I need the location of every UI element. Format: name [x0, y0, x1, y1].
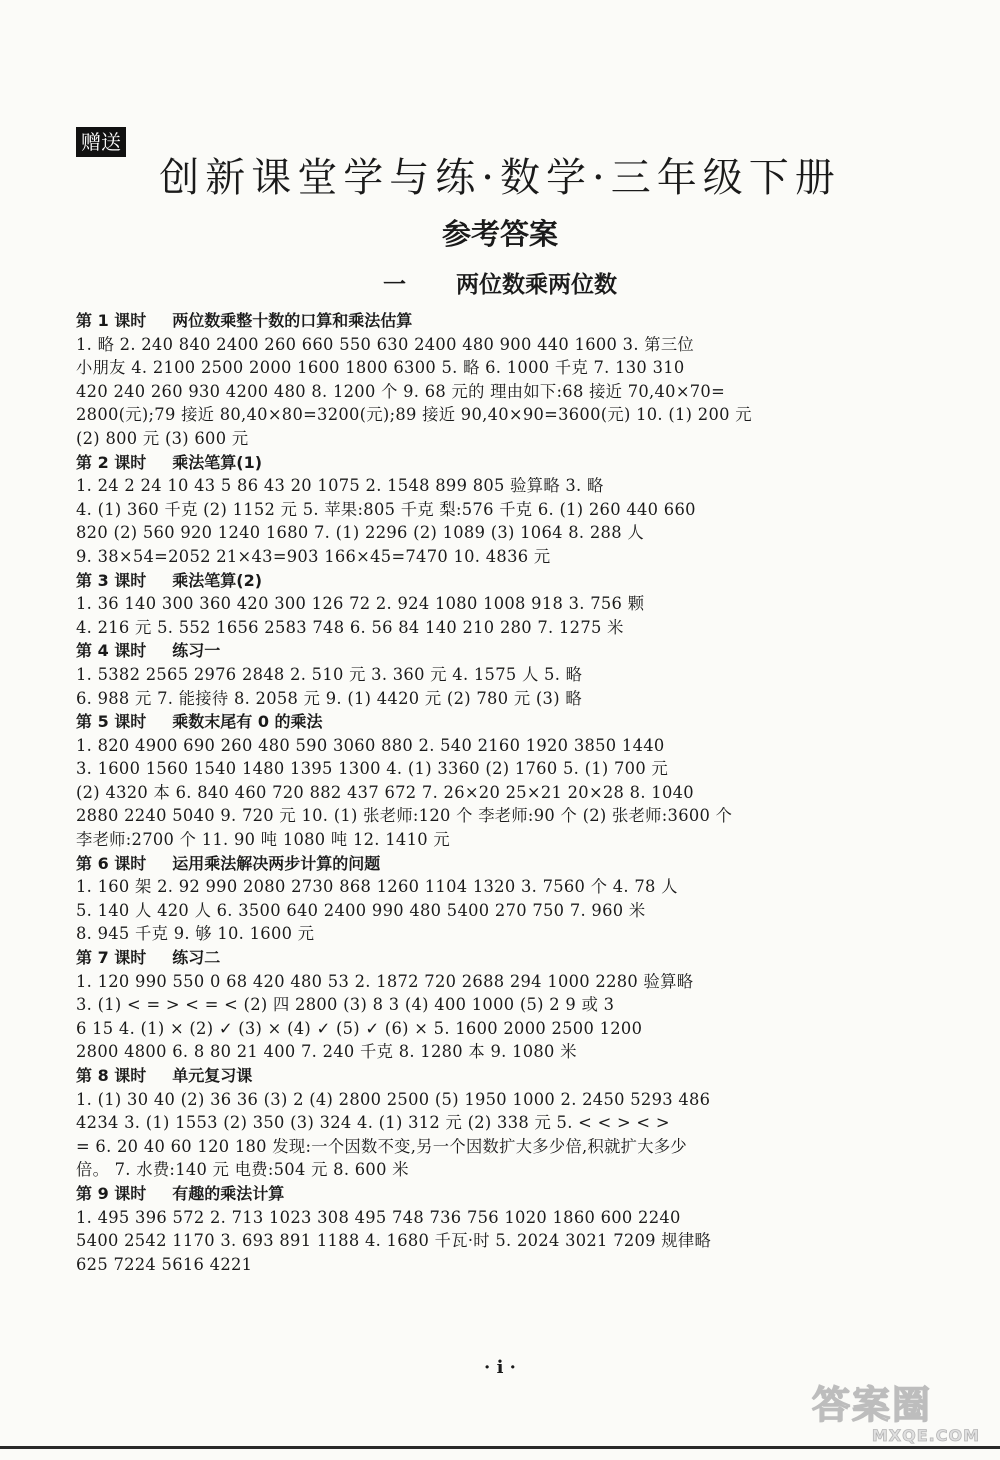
lesson-heading — [76, 569, 926, 593]
answer-line: 8. 945 千克 9. 够 10. 1600 元 — [76, 924, 315, 944]
lesson-number: 第 1 课时 — [76, 311, 147, 330]
watermark-logo — [812, 1384, 990, 1450]
lesson-title: 乘数末尾有 0 的乘法 — [172, 712, 323, 732]
answer-line: (2) 4320 本 6. 840 460 720 882 437 672 7. 26×20 25×21 20×28 8. 1040 — [76, 782, 694, 802]
lesson-title: 乘法笔算(1) — [172, 452, 263, 472]
answer-line: 6 15 4. (1) × (2) ✓ (3) × (4) ✓ (5) ✓ (6) × 5. 1600 2000 2500 1200 — [76, 1018, 643, 1038]
lesson-block — [76, 852, 926, 946]
lesson-number: 第 5 课时 — [76, 712, 147, 732]
answer-line: 1. 略 2. 240 840 2400 260 660 550 630 2400 480 900 440 1600 3. 第三位 — [76, 334, 695, 354]
book-title: 创新课堂学与练·数学·三年级下册 — [159, 155, 841, 201]
lesson-number: 第 8 课时 — [76, 1066, 147, 1085]
lesson-title: 练习一 — [172, 641, 221, 661]
answer-line: 1. 120 990 550 0 68 420 480 53 2. 1872 720 2688 294 1000 2280 验算略 — [76, 971, 694, 991]
answer-line: 1. 36 140 300 360 420 300 126 72 2. 924 1080 1008 918 3. 756 颗 — [76, 594, 645, 614]
unit-title — [0, 265, 1000, 305]
lesson-heading — [76, 1064, 926, 1088]
lesson-number: 第 9 课时 — [76, 1183, 147, 1203]
lesson-title: 两位数乘整十数的口算和乘法估算 — [172, 311, 413, 330]
lesson-heading — [76, 946, 926, 970]
answer-line: 4234 3. (1) 1553 (2) 350 (3) 324 4. (1) 312 元 (2) 338 元 5. < < > < > — [76, 1113, 670, 1133]
answer-line: 5400 2542 1170 3. 693 891 1188 4. 1680 千瓦·时 5. 2024 3021 7209 规律略 — [76, 1231, 712, 1251]
lesson-title: 练习二 — [172, 948, 221, 968]
lesson-heading — [76, 451, 926, 475]
answer-title: 参考答案 — [441, 217, 558, 251]
answer-line: 1. 5382 2565 2976 2848 2. 510 元 3. 360 元 4. 1575 人 5. 略 — [76, 664, 583, 684]
answer-line: 1. 495 396 572 2. 713 1023 308 495 748 736 756 1020 1860 600 2240 — [76, 1207, 681, 1227]
lesson-heading — [76, 1182, 926, 1206]
lesson-title: 运用乘法解决两步计算的问题 — [172, 853, 381, 873]
gift-tag: 赠送 — [76, 127, 126, 157]
lesson-block — [76, 451, 926, 569]
lesson-block — [76, 639, 926, 710]
lesson-block — [76, 309, 926, 451]
answer-line: 倍。 7. 水费:140 元 电费:504 元 8. 600 米 — [76, 1160, 409, 1180]
lesson-title: 有趣的乘法计算 — [172, 1183, 285, 1203]
lesson-block — [76, 569, 926, 640]
answer-line: 3. (1) < = > < = < (2) 四 2800 (3) 8 3 (4) 400 1000 (5) 2 9 或 3 — [76, 995, 615, 1015]
lesson-title: 单元复习课 — [172, 1066, 253, 1085]
unit-title-text: 两位数乘两位数 — [456, 272, 617, 298]
lesson-heading — [76, 852, 926, 876]
lesson-heading — [76, 309, 926, 333]
watermark-glyphs: 答案圈 — [812, 1383, 933, 1427]
answer-line: 2800(元);79 接近 80,40×80=3200(元);89 接近 90,40×90=3600(元) 10. (1) 200 元 — [76, 405, 752, 425]
lesson-number: 第 7 课时 — [76, 948, 147, 968]
lesson-block — [76, 710, 926, 852]
answer-line: 820 (2) 560 920 1240 1680 7. (1) 2296 (2) 1089 (3) 1064 8. 288 人 — [76, 523, 644, 543]
lesson-heading — [76, 639, 926, 663]
answer-line: 6. 988 元 7. 能接待 8. 2058 元 9. (1) 4420 元 (2) 780 元 (3) 略 — [76, 688, 582, 708]
answer-line: 4. (1) 360 千克 (2) 1152 元 5. 苹果:805 千克 梨:576 千克 6. (1) 260 440 660 — [76, 499, 696, 519]
lesson-block — [76, 1182, 926, 1276]
lesson-heading — [76, 710, 926, 734]
lesson-block — [76, 1064, 926, 1182]
lesson-number: 第 4 课时 — [76, 641, 147, 661]
watermark-url: MXQE.COM — [871, 1426, 980, 1445]
answer-line: 1. 820 4900 690 260 480 590 3060 880 2. 540 2160 1920 3850 1440 — [76, 735, 665, 755]
answer-line: 小朋友 4. 2100 2500 2000 1600 1800 6300 5. 略 6. 1000 千克 7. 130 310 — [76, 358, 685, 378]
answer-line: = 6. 20 40 60 120 180 发现:一个因数不变,另一个因数扩大多少倍,积就扩大多少 — [76, 1136, 687, 1156]
answer-line: 625 7224 5616 4221 — [76, 1254, 253, 1274]
lesson-number: 第 2 课时 — [76, 452, 147, 472]
answer-line: 李老师:2700 个 11. 90 吨 1080 吨 12. 1410 元 — [76, 830, 450, 850]
answer-line: 2880 2240 5040 9. 720 元 10. (1) 张老师:120 个 李老师:90 个 (2) 张老师:3600 个 — [76, 806, 733, 826]
answer-line: 3. 1600 1560 1540 1480 1395 1300 4. (1) 3360 (2) 1760 5. (1) 700 元 — [76, 759, 669, 779]
answer-line: (2) 800 元 (3) 600 元 — [76, 428, 249, 448]
lesson-number: 第 3 课时 — [76, 570, 147, 590]
answer-line: 2800 4800 6. 8 80 21 400 7. 240 千克 8. 1280 本 9. 1080 米 — [76, 1042, 577, 1062]
unit-number: 一 — [382, 272, 406, 298]
page-number: · i · — [484, 1357, 516, 1378]
answer-line: 9. 38×54=2052 21×43=903 166×45=7470 10. 4836 元 — [76, 546, 551, 566]
lesson-title: 乘法笔算(2) — [172, 570, 263, 590]
answer-content — [76, 309, 926, 1276]
answer-line: 1. 24 2 24 10 43 5 86 43 20 1075 2. 1548 899 805 验算略 3. 略 — [76, 476, 604, 496]
answer-line: 420 240 260 930 4200 480 8. 1200 个 9. 68 元的 理由如下:68 接近 70,40×70= — [76, 381, 726, 401]
answer-line: 1. 160 架 2. 92 990 2080 2730 868 1260 1104 1320 3. 7560 个 4. 78 人 — [76, 877, 678, 897]
answer-line: 1. (1) 30 40 (2) 36 36 (3) 2 (4) 2800 2500 (5) 1950 1000 2. 2450 5293 486 — [76, 1089, 711, 1109]
lesson-number: 第 6 课时 — [76, 853, 147, 873]
answer-line: 4. 216 元 5. 552 1656 2583 748 6. 56 84 140 210 280 7. 1275 米 — [76, 617, 624, 637]
answer-line: 5. 140 人 420 人 6. 3500 640 2400 990 480 5400 270 750 7. 960 米 — [76, 900, 646, 920]
lesson-block — [76, 946, 926, 1064]
